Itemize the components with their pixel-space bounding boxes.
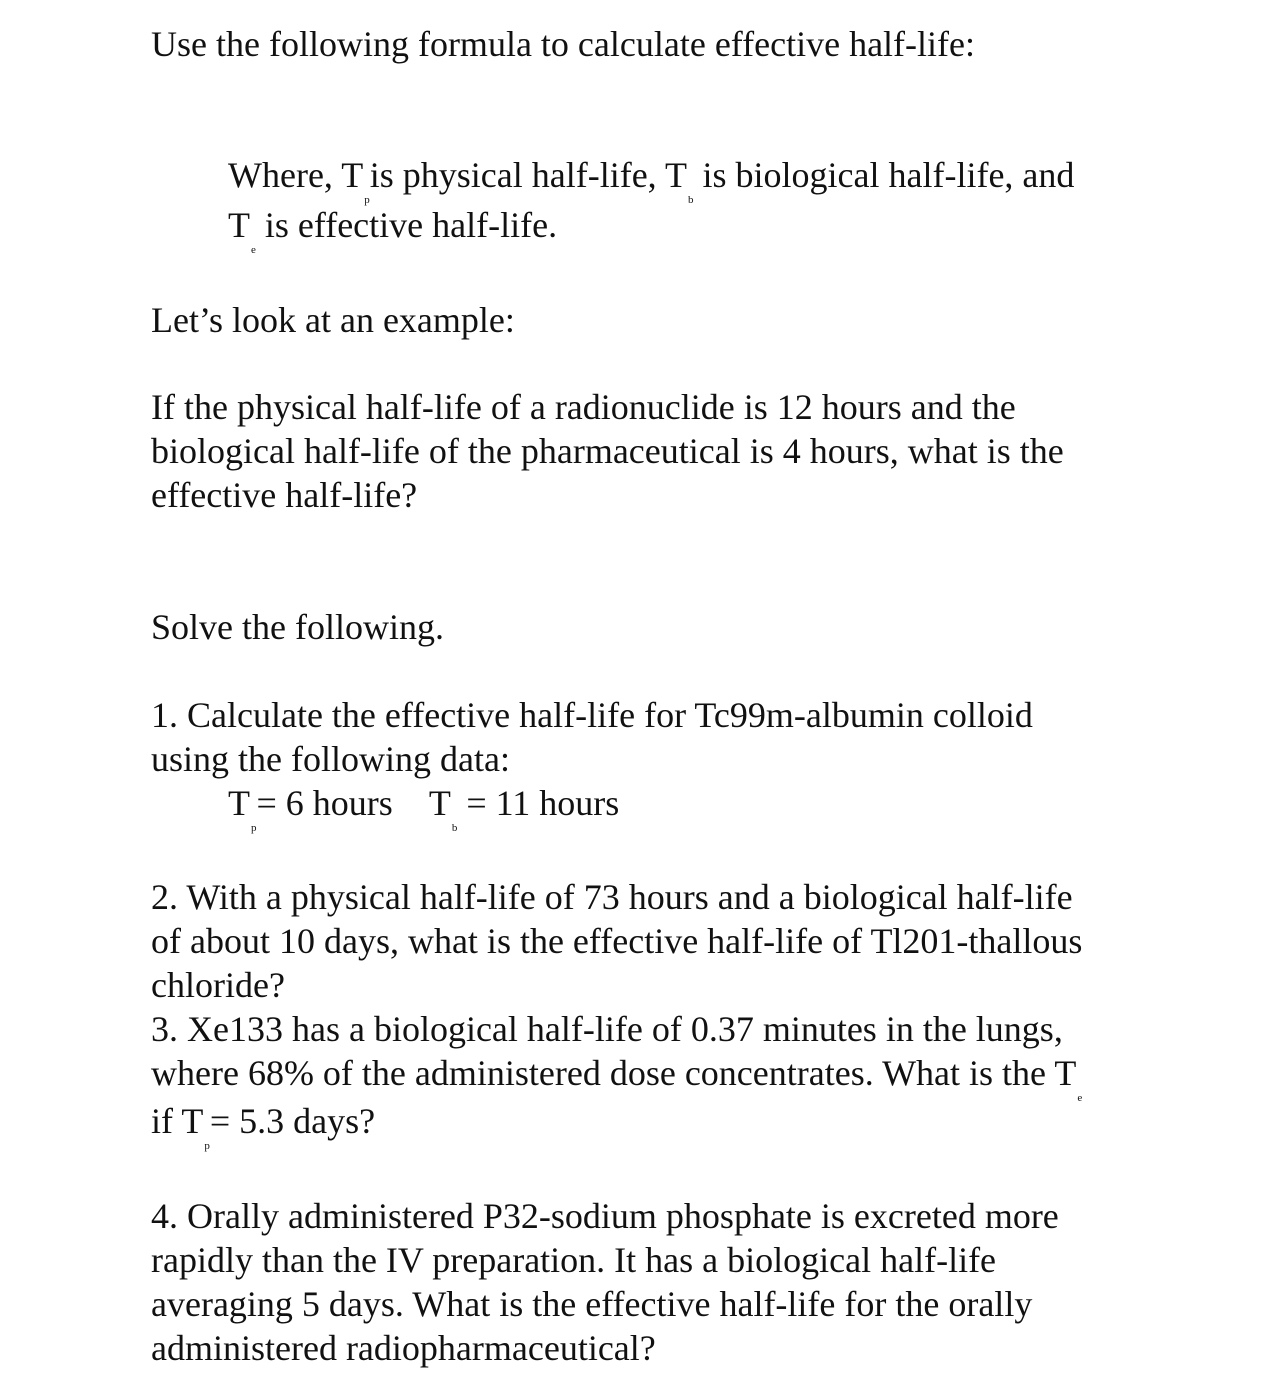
question-4-line-1: 4. Orally administered P32-sodium phosphate is excreted more: [151, 1196, 1059, 1236]
solve-heading-text: Solve the following.: [151, 607, 444, 647]
definition-text: is physical half-life, T: [369, 155, 688, 195]
subscript-b: b: [688, 194, 694, 206]
question-2-line-2: of about 10 days, what is the effective half-life of Tl201-thallous: [151, 921, 1083, 961]
question-2-line-1: 2. With a physical half-life of 73 hours and a biological half-life: [151, 877, 1073, 917]
question-2-line-3: chloride?: [151, 965, 285, 1005]
question-3-text: where 68% of the administered dose concentrates. What is the T: [151, 1053, 1077, 1093]
question-4-line-3: averaging 5 days. What is the effective half-life for the orally: [151, 1284, 1033, 1324]
intro-text: [151, 22, 1151, 66]
definition-text: Where, T: [228, 155, 364, 195]
subscript-b: b: [451, 822, 458, 834]
definition-paragraph: [228, 153, 1228, 256]
question-3: [151, 1007, 1151, 1152]
example-line-3: effective half-life?: [151, 475, 418, 515]
subscript-p: p: [251, 822, 257, 834]
question-1-line-1: 1. Calculate the effective half-life for Tc99m-albumin colloid: [151, 695, 1033, 735]
question-2: [151, 875, 1151, 1007]
definition-line-1: [228, 153, 1228, 206]
question-3-text: if T: [151, 1101, 204, 1141]
subscript-e: e: [1077, 1092, 1083, 1104]
example-line-2: biological half-life of the pharmaceutical is 4 hours, what is the: [151, 431, 1064, 471]
question-3-line-2: [151, 1051, 1151, 1104]
tp-symbol: T: [228, 783, 250, 823]
subscript-p: p: [364, 194, 370, 206]
tp-value: = 6 hours: [256, 783, 393, 823]
example-heading-text: Let’s look at an example:: [151, 300, 515, 340]
definition-text: is effective half-life.: [255, 205, 558, 245]
definition-text: is biological half-life, and: [693, 155, 1075, 195]
question-3-text: = 5.3 days?: [209, 1101, 376, 1141]
question-3-line-1: 3. Xe133 has a biological half-life of 0.37 minutes in the lungs,: [151, 1009, 1063, 1049]
definition-line-2: [228, 203, 1228, 256]
definition-text: T: [228, 205, 250, 245]
example-paragraph: [151, 385, 1151, 517]
question-4-line-4: administered radiopharmaceutical?: [151, 1328, 656, 1368]
question-1: [151, 693, 1151, 834]
example-heading: [151, 298, 1151, 342]
question-4-line-2: rapidly than the IV preparation. It has a biological half-life: [151, 1240, 997, 1280]
question-1-line-2: using the following data:: [151, 739, 510, 779]
question-1-data: [151, 781, 1151, 834]
subscript-e: e: [251, 244, 256, 256]
tb-value: = 11 hours: [457, 783, 620, 823]
example-line-1: If the physical half-life of a radionuclide is 12 hours and the: [151, 387, 1016, 427]
tb-symbol: T: [428, 783, 451, 823]
question-3-line-3: [151, 1099, 1151, 1152]
solve-heading: [151, 605, 1151, 649]
question-4: [151, 1194, 1151, 1370]
intro-line: Use the following formula to calculate effective half-life:: [151, 24, 975, 64]
subscript-p: p: [204, 1140, 210, 1152]
